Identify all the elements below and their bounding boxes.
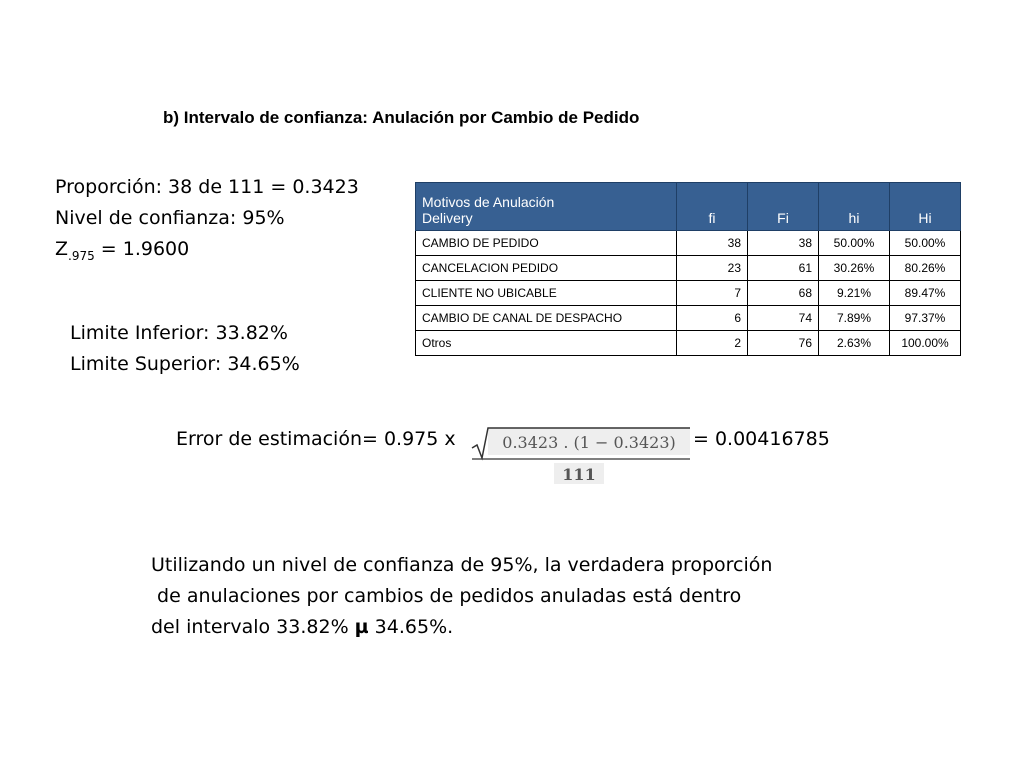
table-row [416,281,961,306]
error-formula [470,426,692,488]
proportion-line: Proporción: 38 de 111 = 0.3423 [55,176,359,198]
header-motivos-line1: Motivos de Anulación [422,194,555,210]
cell-motivo: CLIENTE NO UBICABLE [416,281,677,306]
conclusion-line-2: de anulaciones por cambios de pedidos anuladas está dentro [151,585,742,607]
header-Fi: Fi [748,183,819,231]
confidence-line: Nivel de confianza: 95% [55,207,285,229]
frequency-table [415,182,961,356]
cell-hi: 50.00% [819,231,890,256]
cell-Fi: 76 [748,331,819,356]
table-row [416,256,961,281]
table-row [416,331,961,356]
cell-Fi: 74 [748,306,819,331]
error-result: = 0.00416785 [693,428,830,450]
cell-fi: 6 [677,306,748,331]
cell-Hi: 80.26% [890,256,961,281]
lower-limit: Limite Inferior: 33.82% [70,322,288,344]
cell-Fi: 38 [748,231,819,256]
cell-Hi: 100.00% [890,331,961,356]
cell-motivo: Otros [416,331,677,356]
slide-title: b) Intervalo de confianza: Anulación por Cambio de Pedido [163,108,640,127]
conclusion-line-1: Utilizando un nivel de confianza de 95%, la verdadera proporción [151,554,773,576]
formula-denominator: 111 [562,465,596,484]
table-row [416,306,961,331]
cell-hi: 2.63% [819,331,890,356]
cell-fi: 23 [677,256,748,281]
mu-symbol: µ [354,616,369,638]
cell-Fi: 61 [748,256,819,281]
upper-limit: Limite Superior: 34.65% [70,353,300,375]
header-motivos-line2: Delivery [422,210,473,226]
cell-hi: 30.26% [819,256,890,281]
z-value: = 1.9600 [94,238,190,260]
conclusion-paragraph [151,550,772,643]
error-label: Error de estimación= 0.975 x [176,428,456,450]
cell-hi: 7.89% [819,306,890,331]
cell-motivo: CAMBIO DE PEDIDO [416,231,677,256]
cell-Hi: 50.00% [890,231,961,256]
conclusion-line-3 [151,612,772,643]
formula-numerator: 0.3423 . (1 − 0.3423) [502,433,676,452]
cell-motivo: CAMBIO DE CANAL DE DESPACHO [416,306,677,331]
z-value-line [55,234,359,272]
conclusion-line-3-start: del intervalo 33.82% [151,616,355,638]
table-row [416,231,961,256]
cell-hi: 9.21% [819,281,890,306]
table-header-row [416,183,961,231]
header-motivos [416,183,677,231]
header-fi: fi [677,183,748,231]
header-Hi: Hi [890,183,961,231]
z-subscript: .975 [68,249,95,263]
stats-block [55,172,359,272]
cell-fi: 38 [677,231,748,256]
cell-motivo: CANCELACION PEDIDO [416,256,677,281]
cell-Hi: 89.47% [890,281,961,306]
z-letter: Z [55,238,69,260]
limits-block [70,318,300,380]
cell-fi: 2 [677,331,748,356]
cell-Hi: 97.37% [890,306,961,331]
cell-Fi: 68 [748,281,819,306]
header-hi: hi [819,183,890,231]
conclusion-line-3-end: 34.65%. [368,616,454,638]
cell-fi: 7 [677,281,748,306]
